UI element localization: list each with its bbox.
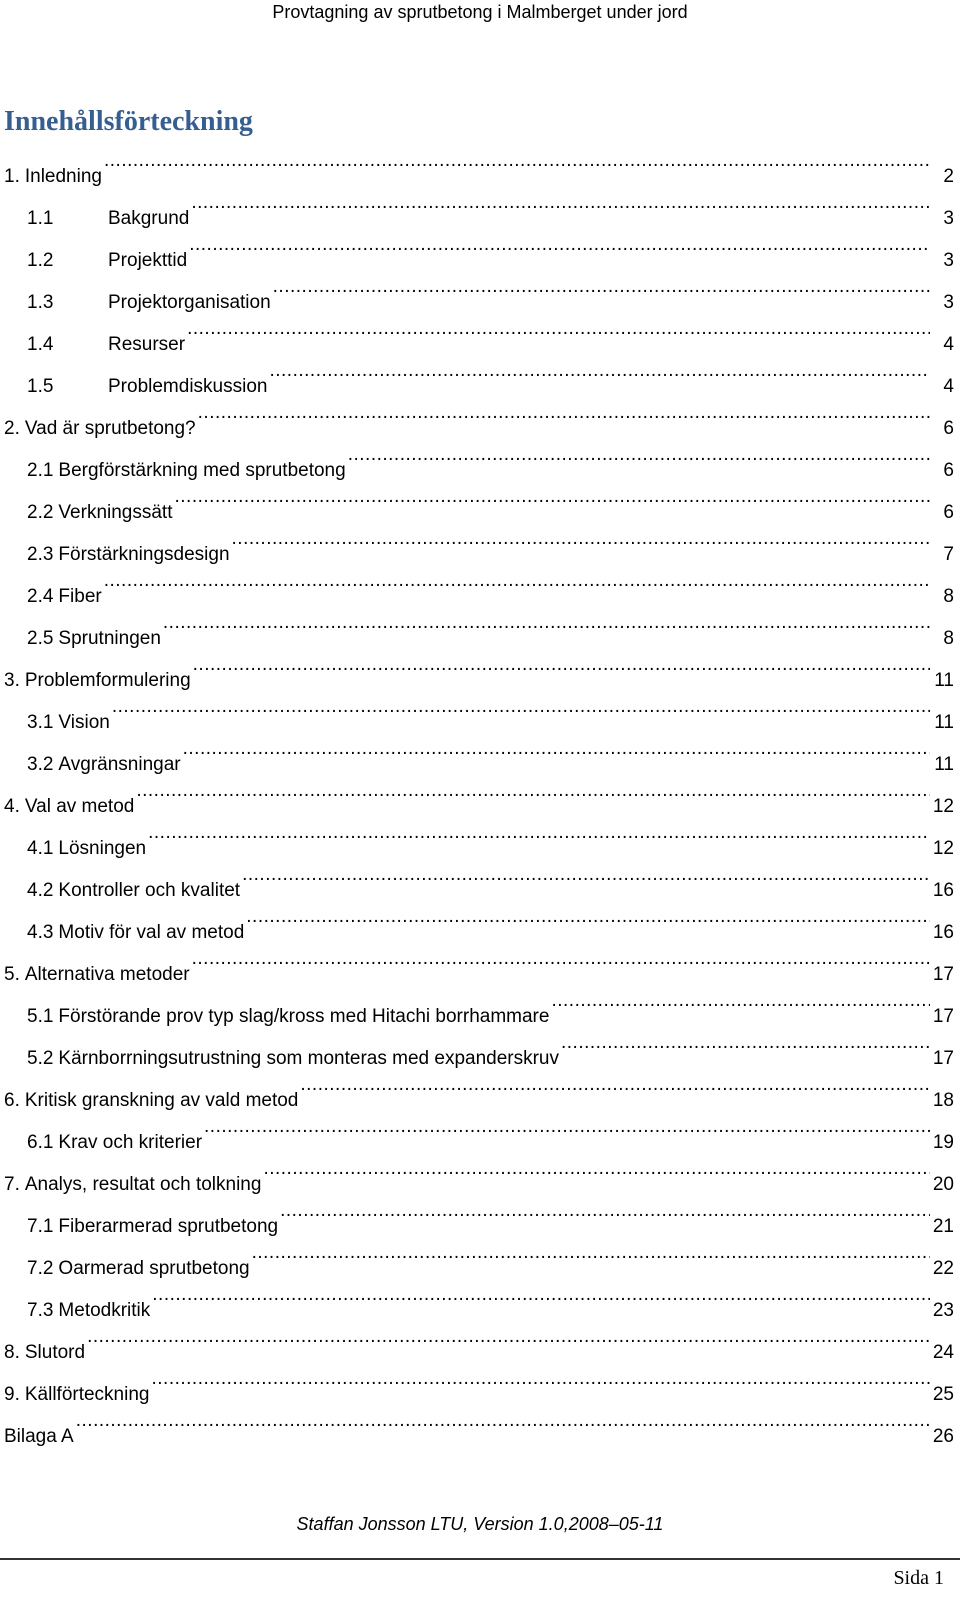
- toc-entry[interactable]: [0, 434, 954, 481]
- toc-entry[interactable]: [0, 770, 954, 817]
- toc-leader-dots: [246, 896, 930, 938]
- toc-entry[interactable]: [0, 518, 954, 565]
- toc-entry-title: Förstärkningsdesign: [58, 544, 230, 565]
- page-footer: Staffan Jonsson LTU, Version 1.0,2008–05-11: [296, 1514, 664, 1534]
- toc-entry-page: 6: [943, 460, 954, 481]
- toc-leader-dots: [252, 1232, 930, 1274]
- toc-entry-title: Fiberarmerad sprutbetong: [58, 1216, 279, 1237]
- toc-entry[interactable]: [0, 644, 954, 691]
- toc-entry[interactable]: [0, 560, 954, 607]
- toc-entry-title: Källförteckning: [24, 1384, 150, 1405]
- toc-leader-dots: [263, 1148, 930, 1190]
- toc-leader-dots: [191, 182, 930, 224]
- toc-entry-number: 5.: [4, 964, 20, 985]
- toc-entry-page: 18: [932, 1090, 954, 1111]
- toc-entry-number: 1.5: [27, 376, 54, 397]
- toc-entry-number: 7.: [4, 1174, 20, 1195]
- toc-entry-title: Lösningen: [58, 838, 147, 859]
- toc-entry-title: Analys, resultat och tolkning: [24, 1174, 262, 1195]
- toc-entry-page: 3: [943, 292, 954, 313]
- toc-entry-title: Bilaga A: [4, 1426, 74, 1447]
- toc-entry[interactable]: [0, 350, 954, 397]
- toc-entry-number: 3.2: [27, 754, 54, 775]
- toc-entry[interactable]: [0, 602, 954, 649]
- toc-leader-dots: [348, 434, 930, 476]
- toc-entry-number: 2.5: [27, 628, 54, 649]
- toc-entry-title: Krav och kriterier: [58, 1132, 203, 1153]
- footer-divider: [0, 1558, 960, 1560]
- toc-entry-number: 7.2: [27, 1258, 54, 1279]
- toc-entry-title: Motiv för val av metod: [58, 922, 245, 943]
- toc-entry-title: Resurser: [108, 334, 186, 355]
- toc-entry-number: 7.3: [27, 1300, 54, 1321]
- toc-entry-title: Projekttid: [108, 250, 188, 271]
- toc-entry-page: 20: [932, 1174, 954, 1195]
- toc-entry-page: 22: [932, 1258, 954, 1279]
- toc-entry[interactable]: [0, 140, 954, 187]
- toc-entry-page: 2: [943, 166, 954, 187]
- toc-entry-number: 1.3: [27, 292, 54, 313]
- toc-entry[interactable]: [0, 686, 954, 733]
- toc-entry-number: 1.: [4, 166, 20, 187]
- toc-entry-page: 11: [934, 712, 954, 733]
- toc-entry-page: 17: [932, 964, 954, 985]
- toc-leader-dots: [198, 392, 930, 434]
- toc-entry-page: 6: [943, 418, 954, 439]
- toc-entry-title: Alternativa metoder: [24, 964, 190, 985]
- toc-entry-number: 5.2: [27, 1048, 54, 1069]
- toc-entry[interactable]: [0, 308, 954, 355]
- page-header: Provtagning av sprutbetong i Malmberget under jord: [272, 2, 688, 22]
- toc-leader-dots: [300, 1064, 930, 1106]
- toc-entry-page: 4: [943, 376, 954, 397]
- toc-entry[interactable]: [0, 224, 954, 271]
- toc-entry-title: Slutord: [24, 1342, 86, 1363]
- toc-leader-dots: [269, 350, 930, 392]
- toc-entry[interactable]: [0, 1148, 954, 1195]
- toc-entry-page: 7: [943, 544, 954, 565]
- toc-entry-number: 9.: [4, 1384, 20, 1405]
- toc-entry-title: Val av metod: [24, 796, 135, 817]
- toc-entry[interactable]: [0, 1190, 954, 1237]
- toc-entry[interactable]: [0, 1316, 954, 1363]
- toc-entry[interactable]: [0, 728, 954, 775]
- toc-entry-title: Metodkritik: [58, 1300, 151, 1321]
- toc-entry-number: 1.4: [27, 334, 54, 355]
- toc-entry-title: Kritisk granskning av vald metod: [24, 1090, 299, 1111]
- toc-entry-page: 16: [932, 922, 954, 943]
- toc-entry-number: 6.1: [27, 1132, 54, 1153]
- toc-entry[interactable]: [0, 476, 954, 523]
- toc-entry[interactable]: [0, 1400, 954, 1447]
- toc-entry[interactable]: [0, 266, 954, 313]
- toc-leader-dots: [551, 980, 930, 1022]
- toc-leader-dots: [561, 1022, 930, 1064]
- toc-leader-dots: [175, 476, 931, 518]
- toc-entry-page: 12: [932, 796, 954, 817]
- toc-entry[interactable]: [0, 1022, 954, 1069]
- toc-title: Innehållsförteckning: [4, 106, 253, 137]
- toc-entry-title: Kontroller och kvalitet: [58, 880, 241, 901]
- page-number: Sida 1: [893, 1567, 944, 1589]
- toc-entry-number: 2.2: [27, 502, 54, 523]
- toc-entry-title: Förstörande prov typ slag/kross med Hitachi borrhammare: [58, 1006, 550, 1027]
- toc-entry[interactable]: [0, 1106, 954, 1153]
- toc-leader-dots: [152, 1274, 930, 1316]
- toc-entry-page: 11: [934, 670, 954, 691]
- toc-entry-number: 2.4: [27, 586, 54, 607]
- toc-entry-page: 3: [943, 208, 954, 229]
- toc-leader-dots: [76, 1400, 930, 1442]
- toc-leader-dots: [163, 602, 930, 644]
- toc-entry-number: 5.1: [27, 1006, 54, 1027]
- toc-entry-page: 12: [932, 838, 954, 859]
- toc-entry[interactable]: [0, 392, 954, 439]
- toc-entry-number: 6.: [4, 1090, 20, 1111]
- toc-entry-title: Problemformulering: [24, 670, 191, 691]
- toc-entry-number: 1.2: [27, 250, 54, 271]
- toc-entry[interactable]: [0, 1064, 954, 1111]
- toc-entry-title: Problemdiskussion: [108, 376, 268, 397]
- toc-entry-number: 2.: [4, 418, 20, 439]
- toc-leader-dots: [280, 1190, 930, 1232]
- toc-leader-dots: [204, 1106, 930, 1148]
- toc-entry-page: 8: [943, 628, 954, 649]
- toc-entry-number: 4.: [4, 796, 20, 817]
- toc-entry-number: 3.: [4, 670, 20, 691]
- toc-leader-dots: [189, 224, 930, 266]
- toc-entry[interactable]: [0, 980, 954, 1027]
- toc-entry-title: Oarmerad sprutbetong: [58, 1258, 250, 1279]
- toc-entry-page: 25: [932, 1384, 954, 1405]
- toc-entry-page: 17: [932, 1006, 954, 1027]
- toc-entry[interactable]: [0, 896, 954, 943]
- toc-entry-number: 4.1: [27, 838, 54, 859]
- toc-leader-dots: [273, 266, 930, 308]
- toc-leader-dots: [112, 686, 930, 728]
- toc-leader-dots: [104, 560, 930, 602]
- toc-leader-dots: [232, 518, 930, 560]
- toc-leader-dots: [151, 1358, 930, 1400]
- toc-entry-number: 4.3: [27, 922, 54, 943]
- toc-leader-dots: [193, 644, 930, 686]
- toc-entry-page: 4: [943, 334, 954, 355]
- toc-leader-dots: [242, 854, 930, 896]
- toc-entry-page: 26: [932, 1426, 954, 1447]
- toc-entry[interactable]: [0, 182, 954, 229]
- toc-entry-title: Kärnborrningsutrustning som monteras med expanderskruv: [58, 1048, 559, 1069]
- toc-leader-dots: [187, 308, 930, 350]
- toc-entry-number: 2.3: [27, 544, 54, 565]
- toc-entry-page: 8: [943, 586, 954, 607]
- toc-entry-number: 4.2: [27, 880, 54, 901]
- toc-entry-title: Bergförstärkning med sprutbetong: [58, 460, 346, 481]
- toc-entry-title: Verkningssätt: [58, 502, 173, 523]
- toc-entry[interactable]: [0, 1232, 954, 1279]
- toc-entry-number: 2.1: [27, 460, 54, 481]
- toc-entry-title: Fiber: [58, 586, 102, 607]
- toc-entry-title: Sprutningen: [58, 628, 161, 649]
- toc-entry[interactable]: [0, 812, 954, 859]
- toc-leader-dots: [87, 1316, 930, 1358]
- toc-leader-dots: [192, 938, 930, 980]
- toc-entry[interactable]: [0, 1274, 954, 1321]
- toc-entry-number: 7.1: [27, 1216, 54, 1237]
- toc-entry-page: 24: [932, 1342, 954, 1363]
- toc-leader-dots: [148, 812, 930, 854]
- toc-entry-page: 23: [932, 1300, 954, 1321]
- toc-entry-page: 11: [934, 754, 954, 775]
- toc-entry-title: Bakgrund: [108, 208, 190, 229]
- toc-entry-title: Vision: [58, 712, 110, 733]
- toc-entry-page: 3: [943, 250, 954, 271]
- toc-entry-number: 3.1: [27, 712, 54, 733]
- toc-entry-page: 6: [943, 502, 954, 523]
- toc-entry-number: 8.: [4, 1342, 20, 1363]
- toc-leader-dots: [104, 140, 930, 182]
- toc-entry-page: 16: [932, 880, 954, 901]
- toc-entry-page: 19: [932, 1132, 954, 1153]
- toc-entry-page: 17: [932, 1048, 954, 1069]
- toc-entry-title: Projektorganisation: [108, 292, 271, 313]
- toc-entry-title: Vad är sprutbetong?: [24, 418, 196, 439]
- toc-entry-number: 1.1: [27, 208, 54, 229]
- toc-leader-dots: [183, 728, 930, 770]
- toc-entry-page: 21: [932, 1216, 954, 1237]
- toc-entry[interactable]: [0, 854, 954, 901]
- toc-entry-title: Avgränsningar: [58, 754, 181, 775]
- toc-entry-title: Inledning: [24, 166, 102, 187]
- toc-entry[interactable]: [0, 1358, 954, 1405]
- toc-leader-dots: [136, 770, 930, 812]
- toc-entry[interactable]: [0, 938, 954, 985]
